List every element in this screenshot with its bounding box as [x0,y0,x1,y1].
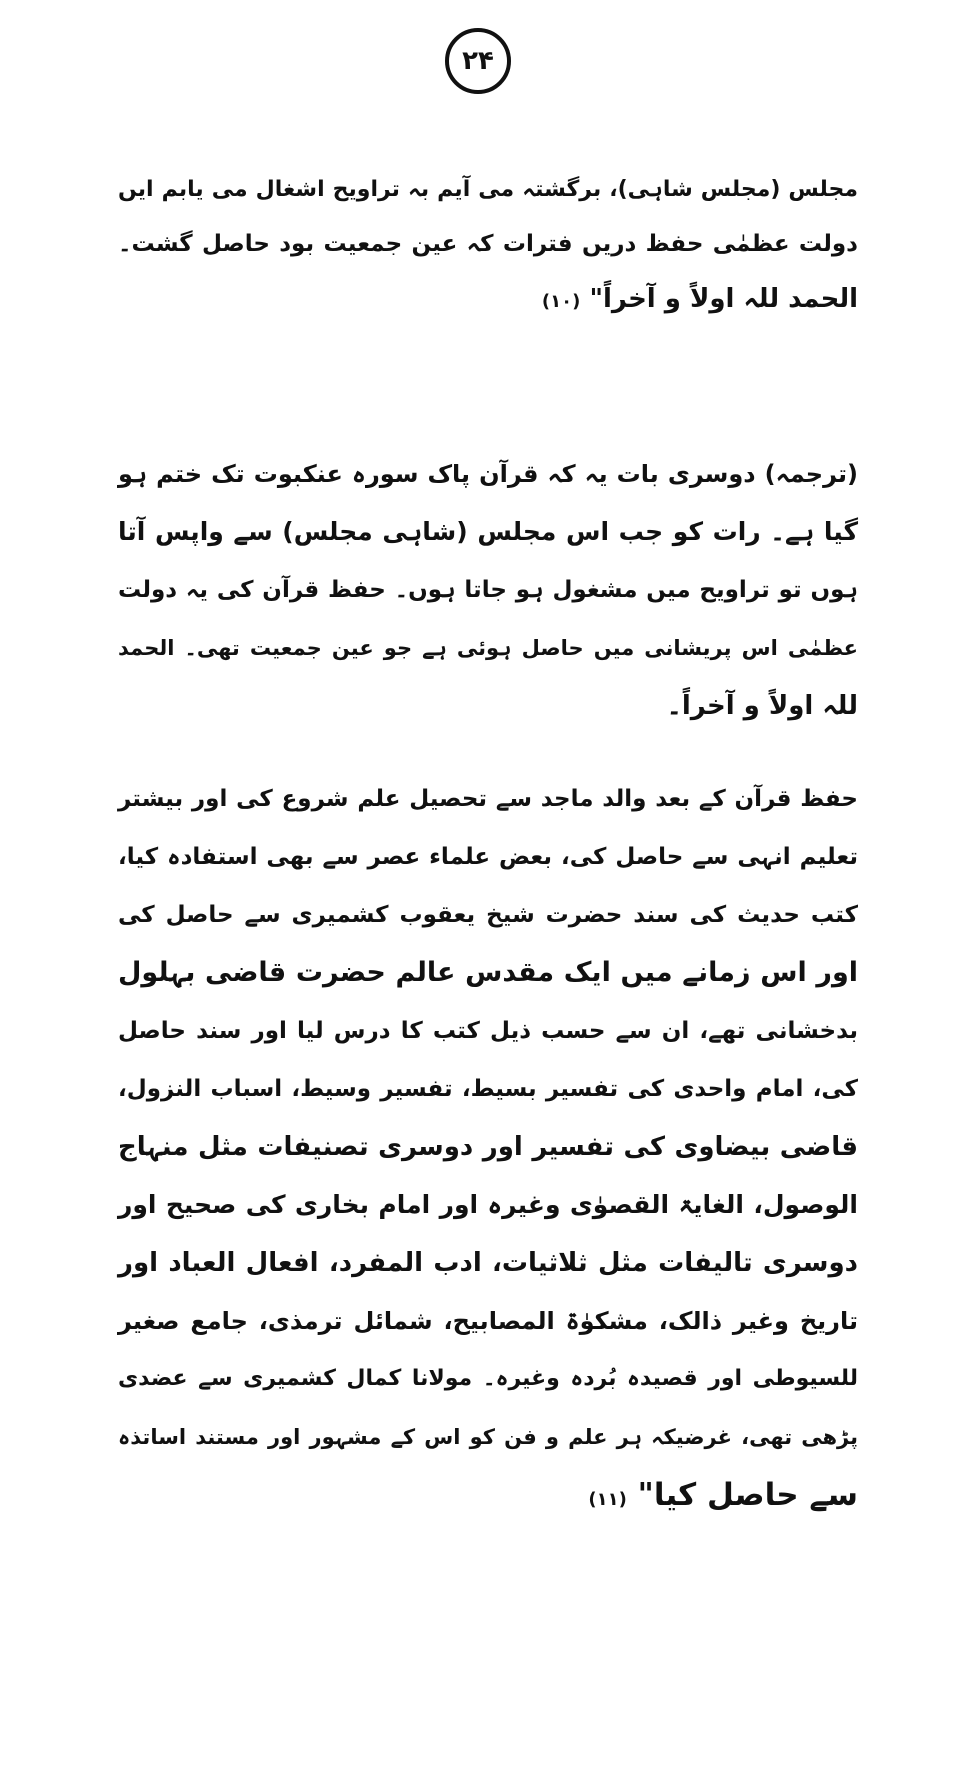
bio-line-10: تاریخ وغیر ذالک، مشکوٰۃ المصابیح، شمائل ترمذی، جامع صغیر [118,1307,858,1335]
biography-paragraph [118,770,858,1524]
page-number: ۲۴ [445,28,511,94]
translation-line-2: گیا ہے۔ رات کو جب اس مجلس (شاہی مجلس) سے واپس آتا [118,517,858,546]
bio-line-8: الوصول، الغایۃ القصوٰی وغیرہ اور امام بخاری کی صحیح اور [118,1190,858,1219]
footnote-ref-10: (۱۰) [541,291,581,312]
persian-closing: الحمد للہ اولاً و آخراً" [589,284,858,314]
translation-line-4: عظمٰی اس پریشانی میں حاصل ہوئی ہے جو عین جمعیت تھی۔ الحمد [118,636,858,660]
bio-line-7: قاضی بیضاوی کی تفسیر اور دوسری تصنیفات مثل منہاج [118,1132,858,1162]
bio-line-9: دوسری تالیفات مثل ثلاثیات، ادب المفرد، افعال العباد اور [118,1248,858,1278]
translation-line-5: للہ اولاً و آخراً۔ [666,691,858,721]
persian-line-1: مجلس (مجلس شاہی)، برگشتہ می آیم بہ تراویح اشغال می یابم ایں [118,177,858,202]
persian-line-2: دولت عظمٰی حفظ دریں فترات کہ عین جمعیت بود حاصل گشت۔ [118,231,858,257]
footnote-ref-11: (۱۱) [588,1489,627,1510]
translation-line-3: ہوں تو تراویح میں مشغول ہو جاتا ہوں۔ حفظ قرآن کی یہ دولت [118,577,858,603]
bio-line-12: پڑھی تھی، غرضیکہ ہر علم و فن کو اس کے مشہور اور مستند اساتذہ [118,1425,858,1449]
bio-line-2: تعلیم انہی سے حاصل کی، بعض علماء عصر سے بھی استفادہ کیا، [118,844,858,870]
bio-closing-line [118,1466,858,1524]
translation-line-1: (ترجمہ) دوسری بات یہ کہ قرآن پاک سورہ عنکبوت تک ختم ہو [118,460,858,488]
translation-paragraph [118,445,858,735]
bio-line-1: حفظ قرآن کے بعد والد ماجد سے تحصیل علم شروع کی اور بیشتر [118,786,858,812]
persian-closing-line [118,272,858,327]
bio-line-4: اور اس زمانے میں ایک مقدس عالم حضرت قاضی بہلول [118,957,858,988]
bio-line-3: کتب حدیث کی سند حضرت شیخ یعقوب کشمیری سے حاصل کی [118,902,858,928]
bio-closing: سے حاصل کیا" [637,1477,858,1513]
persian-quote [118,162,858,327]
bio-line-11: للسیوطی اور قصیدہ بُردہ وغیرہ۔ مولانا کمال کشمیری سے عضدی [118,1366,858,1391]
bio-line-6: کی، امام واحدی کی تفسیر بسیط، تفسیر وسیط، اسباب النزول، [118,1076,858,1102]
bio-line-5: بدخشانی تھے، ان سے حسب ذیل کتب کا درس لیا اور سند حاصل [118,1018,858,1044]
